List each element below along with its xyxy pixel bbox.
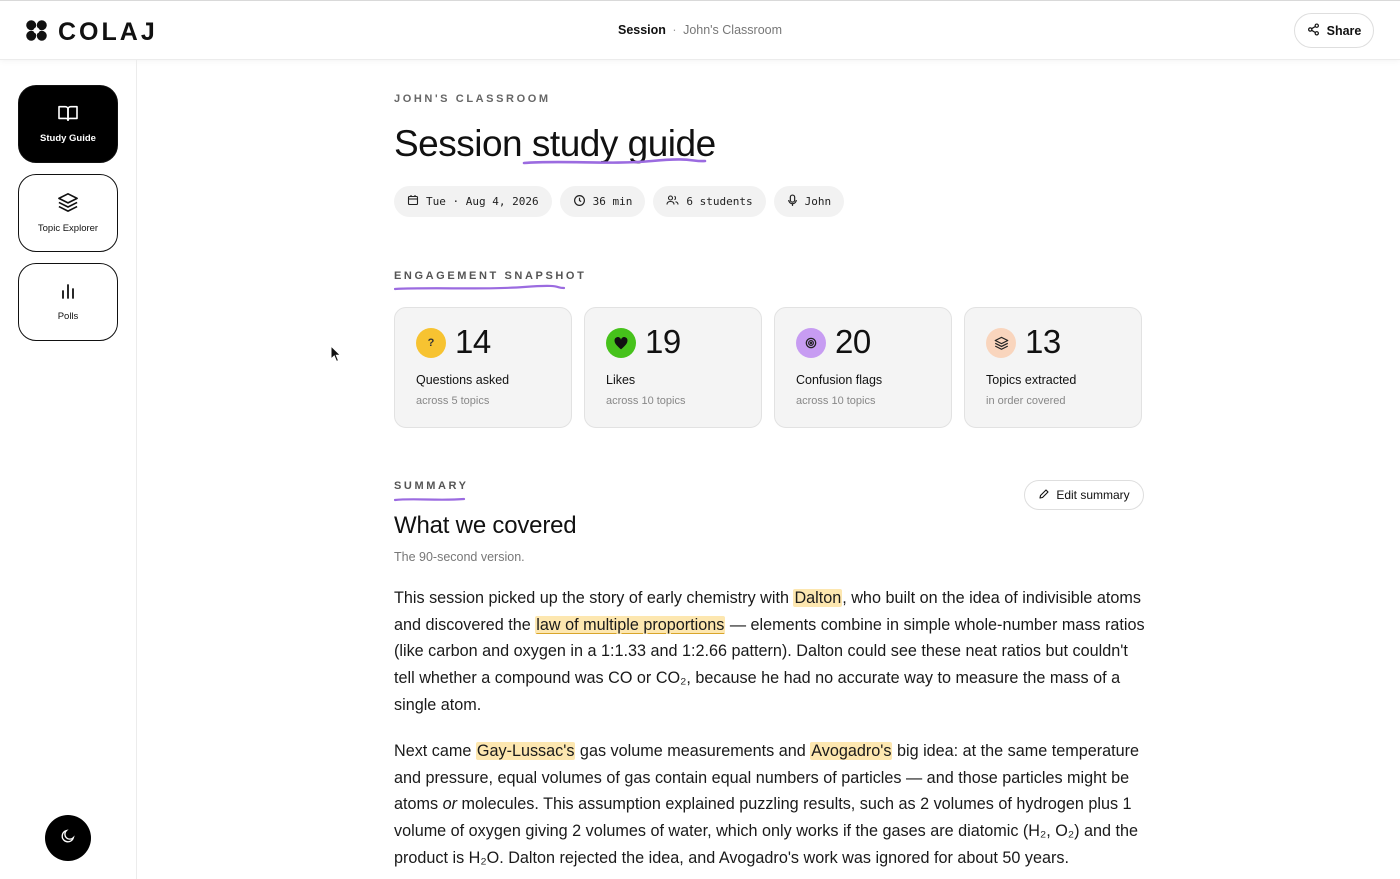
layers-icon [57, 192, 79, 217]
sidebar-item-label: Study Guide [40, 133, 96, 144]
layers-icon [986, 328, 1016, 358]
highlight-term[interactable]: Gay-Lussac's [476, 742, 575, 760]
text-run: big idea: at the same temperature and pressure, equal volumes of gas contain equal numbers of particles — and those particles might be atoms [394, 742, 1140, 814]
breadcrumb-current: Session [617, 23, 666, 37]
engagement-stats [394, 307, 1142, 428]
text-run: gas volume measurements and [575, 742, 811, 760]
breadcrumb-context[interactable]: John's Classroom [683, 23, 783, 37]
stat-value: 19 [645, 323, 681, 360]
classroom-eyebrow: JOHN'S CLASSROOM [394, 93, 551, 105]
engagement-underline [394, 284, 566, 292]
sidebar-item-label: Polls [57, 311, 79, 322]
stat-sub: in order covered [986, 395, 1066, 407]
summary-underline [394, 495, 466, 503]
sidebar-item-study-guide[interactable] [18, 85, 118, 163]
sidebar-item-polls[interactable] [18, 263, 118, 341]
stat-card-confusion [774, 307, 952, 428]
summary-paragraph-2 [394, 738, 1146, 872]
text-run: This session picked up the story of early chemistry with [394, 589, 794, 607]
moon-icon [60, 828, 76, 849]
breadcrumb [0, 23, 1400, 37]
bar-chart-icon [60, 282, 76, 305]
spiral-icon [796, 328, 826, 358]
text-run: — elements combine in simple whole-number mass ratios (like carbon and oxygen in a 1:1.33 and 1:2.66 pattern). Dalton could see these neat ratios but couldn't tell whether a compound was CO or CO₂, because he had no accurate way to measure the mass of a single atom. [394, 615, 1145, 714]
stat-sub: across 10 topics [606, 395, 686, 407]
presenter-chip [774, 186, 845, 217]
stat-card-likes [584, 307, 762, 428]
sidebar-item-topic-explorer[interactable] [18, 174, 118, 252]
edit-summary-label: Edit summary [1056, 488, 1130, 502]
share-label: Share [1326, 23, 1362, 38]
summary-paragraph-1 [394, 585, 1146, 719]
sidebar [0, 60, 137, 879]
summary-subtitle: The 90-second version. [394, 550, 525, 564]
book-icon [57, 104, 79, 127]
share-button[interactable] [1294, 13, 1374, 48]
text-run: molecules. This assumption explained puzzling results, such as 2 volumes of hydrogen plus 1 volume of oxygen giving 2 volumes of water, which only works if the gases are diatomic (H₂, O₂) and the product is H₂O. Dalton rejected the idea, and Avogadro's work was ignored for about 50 years. [394, 795, 1139, 867]
duration-chip [560, 186, 646, 217]
stat-value: 20 [835, 323, 871, 360]
text-run: Next came [394, 742, 476, 760]
stat-sub: across 10 topics [796, 395, 876, 407]
app-name: COLAJ [58, 18, 158, 46]
presenter-label: John [804, 195, 832, 208]
share-icon [1307, 23, 1320, 39]
users-icon [666, 194, 679, 209]
engagement-section-label: ENGAGEMENT SNAPSHOT [394, 270, 587, 282]
duration-label: 36 min [592, 195, 633, 208]
theme-toggle-button[interactable] [45, 815, 91, 861]
title-highlight: study guide [531, 123, 716, 164]
pencil-icon [1038, 488, 1050, 503]
title-underline [522, 157, 707, 167]
stat-value: 13 [1025, 323, 1061, 360]
highlight-term[interactable]: law of multiple proportions [536, 615, 725, 634]
summary-section-label: SUMMARY [394, 480, 469, 492]
top-bar [0, 0, 1400, 60]
question-icon: ? [416, 328, 446, 358]
stat-label: Likes [606, 373, 636, 387]
heart-icon [606, 328, 636, 358]
stat-sub: across 5 topics [416, 395, 490, 407]
stat-value: 14 [455, 323, 491, 360]
highlight-term[interactable]: Avogadro's [811, 742, 892, 760]
mic-icon [787, 194, 798, 210]
stat-card-topics [964, 307, 1142, 428]
students-chip [653, 186, 765, 217]
stat-label: Questions asked [416, 373, 510, 387]
students-label: 6 students [686, 195, 753, 208]
stat-card-questions [394, 307, 572, 428]
edit-summary-button[interactable] [1024, 480, 1144, 510]
stat-label: Topics extracted [986, 373, 1077, 387]
summary-heading: What we covered [394, 512, 577, 539]
breadcrumb-separator: · [672, 23, 677, 37]
mouse-cursor-icon [330, 345, 342, 363]
text-run: , who built on the idea of indivisible atoms and discovered the [394, 589, 1141, 634]
clock-icon [573, 194, 586, 210]
calendar-icon [407, 194, 419, 209]
emphasis: or [442, 795, 457, 814]
highlight-term[interactable]: Dalton [794, 589, 842, 607]
date-chip [394, 186, 552, 217]
title-plain: Session [394, 123, 532, 164]
date-label: Tue · Aug 4, 2026 [426, 195, 539, 208]
sidebar-item-label: Topic Explorer [37, 223, 99, 234]
stat-label: Confusion flags [796, 373, 883, 387]
session-meta-chips [394, 186, 844, 217]
